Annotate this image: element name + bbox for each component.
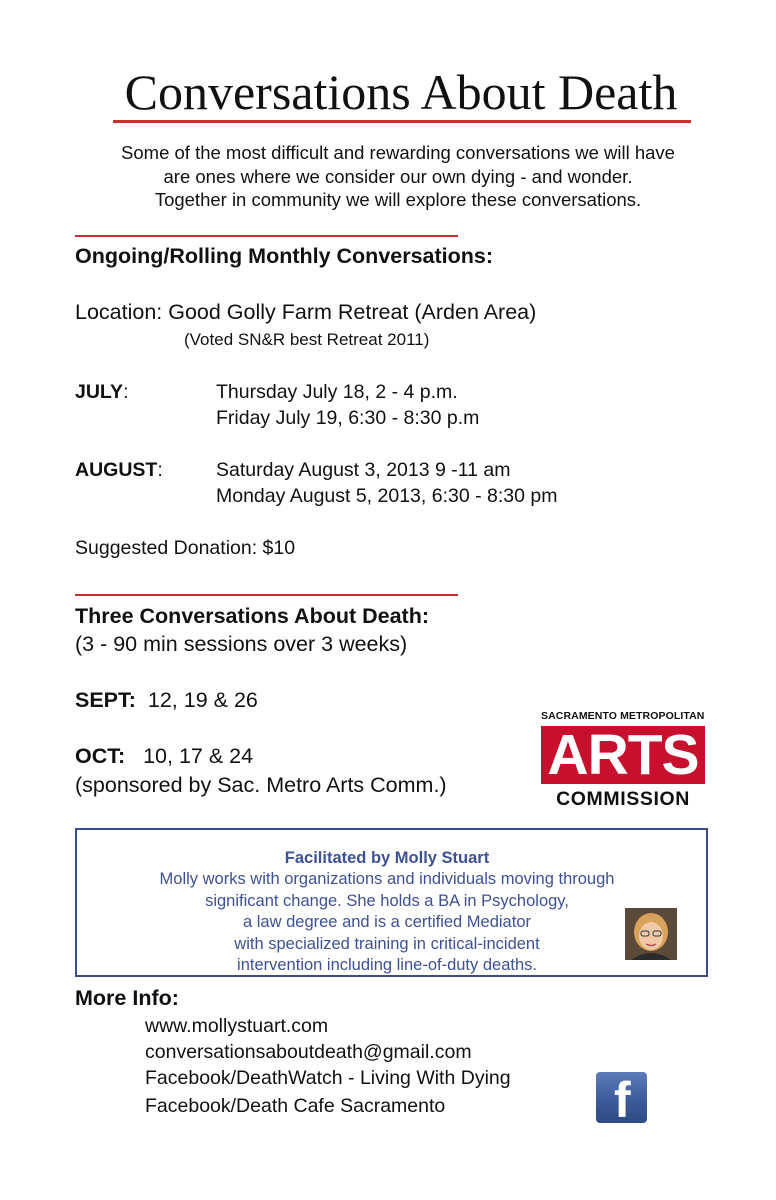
donation-text: Suggested Donation: $10 [75, 537, 296, 559]
logo-arts-text: ARTS [547, 723, 699, 787]
logo-bottom-text: COMMISSION [556, 788, 690, 810]
schedule-item: Friday July 19, 6:30 - 8:30 p.m [216, 407, 480, 429]
sept-dates: 12, 19 & 26 [147, 688, 258, 712]
three-conversations-heading: Three Conversations About Death: [75, 604, 429, 628]
intro-text [0, 141, 776, 212]
facilitator-text [77, 848, 697, 976]
intro-line: are ones where we consider our own dying - and wonder. [163, 165, 633, 187]
facebook-deathcafe-link[interactable]: Facebook/Death Cafe Sacramento [145, 1095, 446, 1117]
intro-line: Some of the most difficult and rewarding conversations we will have [121, 142, 675, 163]
oct-label: OCT: [75, 744, 126, 768]
schedule-item: Monday August 5, 2013, 6:30 - 8:30 pm [216, 485, 558, 507]
location-note: (Voted SN&R best Retreat 2011) [184, 330, 430, 349]
facilitator-line: Molly works with organizations and individuals moving through [159, 870, 615, 889]
month-label-july: JULY: [75, 381, 129, 403]
intro-line: Together in community we will explore these conversations. [154, 189, 642, 210]
facilitator-line: intervention including line-of-duty deaths. [237, 956, 537, 975]
facilitator-line: with specialized training in critical-incident [234, 934, 540, 953]
facilitator-title: Facilitated by Molly Stuart [284, 849, 490, 867]
sept-label: SEPT: [75, 688, 136, 712]
facebook-icon[interactable]: f [596, 1072, 647, 1123]
title-underline [113, 120, 691, 123]
logo-top-text: SACRAMENTO METROPOLITAN [541, 710, 705, 722]
section-divider [75, 594, 458, 596]
facilitator-box [75, 828, 708, 977]
email-link[interactable]: conversationsaboutdeath@gmail.com [145, 1041, 472, 1063]
website-link[interactable]: www.mollystuart.com [145, 1015, 329, 1037]
schedule-item: Saturday August 3, 2013 9 -11 am [216, 459, 511, 481]
july-schedule [216, 379, 479, 431]
facilitator-line: a law degree and is a certified Mediator [243, 913, 531, 932]
sponsor-note: (sponsored by Sac. Metro Arts Comm.) [75, 773, 447, 797]
sept-sessions [75, 687, 258, 713]
three-conversations-subtitle: (3 - 90 min sessions over 3 weeks) [75, 632, 408, 656]
month-label-august: AUGUST: [75, 459, 163, 481]
section-divider [75, 235, 458, 237]
facilitator-line: significant change. She holds a BA in Psychology, [205, 891, 569, 910]
oct-sessions [75, 743, 253, 769]
location-text: Location: Good Golly Farm Retreat (Arden Area) [75, 300, 537, 324]
oct-dates: 10, 17 & 24 [143, 744, 254, 768]
arts-commission-logo [541, 710, 705, 810]
facilitator-photo [625, 908, 677, 960]
schedule-item: Thursday July 18, 2 - 4 p.m. [216, 381, 458, 403]
august-schedule [216, 457, 557, 509]
more-info-heading: More Info: [75, 986, 179, 1010]
logo-red-block [541, 723, 705, 787]
ongoing-heading: Ongoing/Rolling Monthly Conversations: [75, 244, 494, 268]
page-title: Conversations About Death [124, 64, 678, 120]
facebook-deathwatch-link[interactable]: Facebook/DeathWatch - Living With Dying [145, 1067, 511, 1089]
